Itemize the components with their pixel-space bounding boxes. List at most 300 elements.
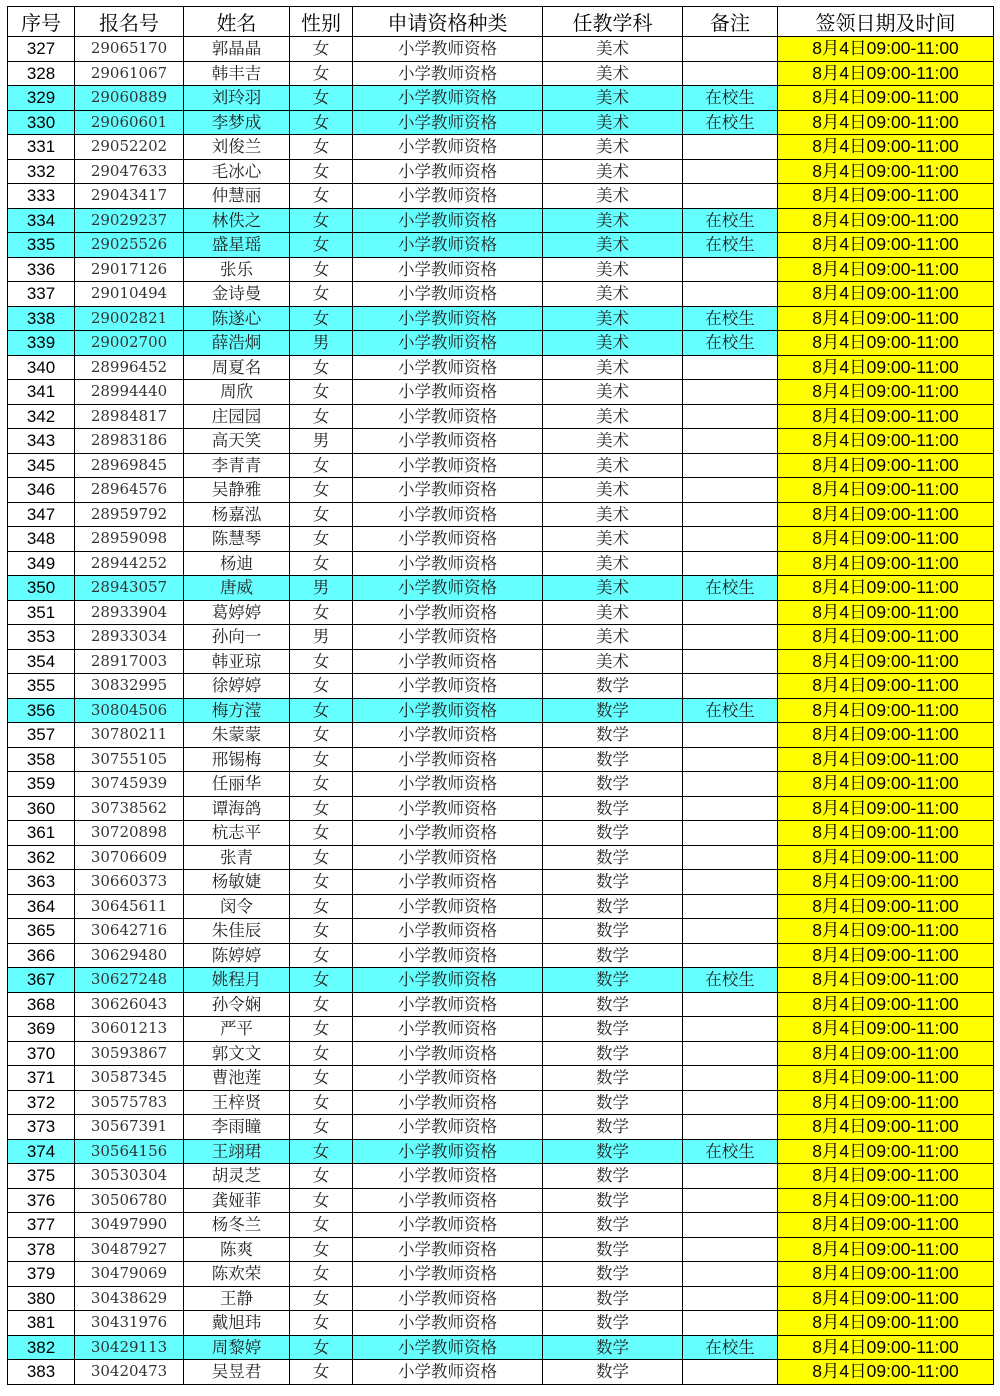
- table-row: [8, 1188, 994, 1213]
- subject-cell: 数学: [543, 821, 683, 846]
- gender-cell: 女: [290, 943, 353, 968]
- remark-cell: [683, 453, 778, 478]
- remark-cell: [683, 1164, 778, 1189]
- header-qualification: 申请资格种类: [353, 7, 543, 37]
- remark-cell: 在校生: [683, 576, 778, 601]
- reg-number-cell: 29060601: [75, 110, 184, 135]
- seq-cell: 328: [8, 61, 75, 86]
- roster-table: [7, 6, 994, 1385]
- qualification-cell: 小学教师资格: [353, 1090, 543, 1115]
- remark-cell: [683, 184, 778, 209]
- qualification-cell: 小学教师资格: [353, 380, 543, 405]
- table-row: [8, 110, 994, 135]
- subject-cell: 数学: [543, 845, 683, 870]
- reg-number-cell: 28984817: [75, 404, 184, 429]
- table-row: [8, 37, 994, 62]
- gender-cell: 男: [290, 331, 353, 356]
- subject-cell: 数学: [543, 1335, 683, 1360]
- qualification-cell: 小学教师资格: [353, 282, 543, 307]
- reg-number-cell: 29002821: [75, 306, 184, 331]
- header-row: [8, 7, 994, 37]
- qualification-cell: 小学教师资格: [353, 159, 543, 184]
- header-remark: 备注: [683, 7, 778, 37]
- subject-cell: 美术: [543, 86, 683, 111]
- seq-cell: 383: [8, 1360, 75, 1385]
- pickup-time-cell: 8月4日09:00-11:00: [778, 208, 994, 233]
- table-row: [8, 576, 994, 601]
- reg-number-cell: 30438629: [75, 1286, 184, 1311]
- pickup-time-cell: 8月4日09:00-11:00: [778, 992, 994, 1017]
- table-row: [8, 331, 994, 356]
- seq-cell: 368: [8, 992, 75, 1017]
- header-subject: 任教学科: [543, 7, 683, 37]
- reg-number-cell: 30530304: [75, 1164, 184, 1189]
- reg-number-cell: 28964576: [75, 478, 184, 503]
- qualification-cell: 小学教师资格: [353, 355, 543, 380]
- qualification-cell: 小学教师资格: [353, 1311, 543, 1336]
- reg-number-cell: 29017126: [75, 257, 184, 282]
- pickup-time-cell: 8月4日09:00-11:00: [778, 429, 994, 454]
- subject-cell: 数学: [543, 1188, 683, 1213]
- pickup-time-cell: 8月4日09:00-11:00: [778, 527, 994, 552]
- table-row: [8, 821, 994, 846]
- seq-cell: 358: [8, 747, 75, 772]
- name-cell: 陈婷婷: [184, 943, 290, 968]
- pickup-time-cell: 8月4日09:00-11:00: [778, 1139, 994, 1164]
- name-cell: 陈欢荣: [184, 1262, 290, 1287]
- reg-number-cell: 30420473: [75, 1360, 184, 1385]
- seq-cell: 367: [8, 968, 75, 993]
- gender-cell: 女: [290, 894, 353, 919]
- pickup-time-cell: 8月4日09:00-11:00: [778, 502, 994, 527]
- table-row: [8, 453, 994, 478]
- gender-cell: 男: [290, 576, 353, 601]
- table-row: [8, 380, 994, 405]
- subject-cell: 数学: [543, 747, 683, 772]
- table-row: [8, 1041, 994, 1066]
- remark-cell: [683, 674, 778, 699]
- subject-cell: 美术: [543, 625, 683, 650]
- seq-cell: 357: [8, 723, 75, 748]
- table-row: [8, 527, 994, 552]
- name-cell: 陈慧琴: [184, 527, 290, 552]
- subject-cell: 数学: [543, 894, 683, 919]
- name-cell: 孙向一: [184, 625, 290, 650]
- pickup-time-cell: 8月4日09:00-11:00: [778, 772, 994, 797]
- table-row: [8, 1017, 994, 1042]
- qualification-cell: 小学教师资格: [353, 600, 543, 625]
- reg-number-cell: 29002700: [75, 331, 184, 356]
- subject-cell: 美术: [543, 429, 683, 454]
- table-row: [8, 1115, 994, 1140]
- name-cell: 韩亚琼: [184, 649, 290, 674]
- qualification-cell: 小学教师资格: [353, 674, 543, 699]
- seq-cell: 366: [8, 943, 75, 968]
- table-row: [8, 625, 994, 650]
- seq-cell: 343: [8, 429, 75, 454]
- seq-cell: 338: [8, 306, 75, 331]
- pickup-time-cell: 8月4日09:00-11:00: [778, 257, 994, 282]
- table-row: [8, 502, 994, 527]
- gender-cell: 女: [290, 282, 353, 307]
- subject-cell: 美术: [543, 649, 683, 674]
- qualification-cell: 小学教师资格: [353, 1017, 543, 1042]
- reg-number-cell: 30575783: [75, 1090, 184, 1115]
- pickup-time-cell: 8月4日09:00-11:00: [778, 625, 994, 650]
- subject-cell: 美术: [543, 306, 683, 331]
- gender-cell: 女: [290, 649, 353, 674]
- name-cell: 陈遂心: [184, 306, 290, 331]
- remark-cell: [683, 1115, 778, 1140]
- name-cell: 谭海鸽: [184, 796, 290, 821]
- subject-cell: 美术: [543, 208, 683, 233]
- subject-cell: 美术: [543, 453, 683, 478]
- pickup-time-cell: 8月4日09:00-11:00: [778, 184, 994, 209]
- subject-cell: 数学: [543, 796, 683, 821]
- header-gender: 性别: [290, 7, 353, 37]
- name-cell: 姚程月: [184, 968, 290, 993]
- remark-cell: [683, 1360, 778, 1385]
- pickup-time-cell: 8月4日09:00-11:00: [778, 61, 994, 86]
- remark-cell: [683, 429, 778, 454]
- reg-number-cell: 30755105: [75, 747, 184, 772]
- reg-number-cell: 30601213: [75, 1017, 184, 1042]
- seq-cell: 335: [8, 233, 75, 258]
- header-name: 姓名: [184, 7, 290, 37]
- gender-cell: 男: [290, 429, 353, 454]
- name-cell: 王翊珺: [184, 1139, 290, 1164]
- gender-cell: 女: [290, 208, 353, 233]
- seq-cell: 373: [8, 1115, 75, 1140]
- pickup-time-cell: 8月4日09:00-11:00: [778, 1041, 994, 1066]
- name-cell: 梅方滢: [184, 698, 290, 723]
- table-row: [8, 894, 994, 919]
- pickup-time-cell: 8月4日09:00-11:00: [778, 821, 994, 846]
- remark-cell: [683, 649, 778, 674]
- subject-cell: 数学: [543, 1139, 683, 1164]
- seq-cell: 371: [8, 1066, 75, 1091]
- name-cell: 曹池莲: [184, 1066, 290, 1091]
- table-body: [8, 37, 994, 1385]
- gender-cell: 女: [290, 61, 353, 86]
- gender-cell: 女: [290, 257, 353, 282]
- gender-cell: 女: [290, 184, 353, 209]
- qualification-cell: 小学教师资格: [353, 527, 543, 552]
- pickup-time-cell: 8月4日09:00-11:00: [778, 1115, 994, 1140]
- seq-cell: 377: [8, 1213, 75, 1238]
- remark-cell: [683, 1237, 778, 1262]
- qualification-cell: 小学教师资格: [353, 845, 543, 870]
- seq-cell: 334: [8, 208, 75, 233]
- name-cell: 周黎婷: [184, 1335, 290, 1360]
- name-cell: 陈爽: [184, 1237, 290, 1262]
- gender-cell: 女: [290, 1213, 353, 1238]
- seq-cell: 329: [8, 86, 75, 111]
- remark-cell: [683, 1066, 778, 1091]
- subject-cell: 数学: [543, 1066, 683, 1091]
- table-row: [8, 1360, 994, 1385]
- table-row: [8, 1139, 994, 1164]
- qualification-cell: 小学教师资格: [353, 1213, 543, 1238]
- gender-cell: 女: [290, 1041, 353, 1066]
- qualification-cell: 小学教师资格: [353, 1139, 543, 1164]
- gender-cell: 女: [290, 1335, 353, 1360]
- qualification-cell: 小学教师资格: [353, 86, 543, 111]
- name-cell: 吴昱君: [184, 1360, 290, 1385]
- name-cell: 郭晶晶: [184, 37, 290, 62]
- pickup-time-cell: 8月4日09:00-11:00: [778, 37, 994, 62]
- reg-number-cell: 30587345: [75, 1066, 184, 1091]
- qualification-cell: 小学教师资格: [353, 747, 543, 772]
- reg-number-cell: 29025526: [75, 233, 184, 258]
- name-cell: 张乐: [184, 257, 290, 282]
- qualification-cell: 小学教师资格: [353, 478, 543, 503]
- qualification-cell: 小学教师资格: [353, 135, 543, 160]
- reg-number-cell: 28994440: [75, 380, 184, 405]
- gender-cell: 女: [290, 306, 353, 331]
- reg-number-cell: 30429113: [75, 1335, 184, 1360]
- qualification-cell: 小学教师资格: [353, 894, 543, 919]
- qualification-cell: 小学教师资格: [353, 649, 543, 674]
- table-row: [8, 429, 994, 454]
- gender-cell: 女: [290, 1360, 353, 1385]
- pickup-time-cell: 8月4日09:00-11:00: [778, 233, 994, 258]
- table-row: [8, 968, 994, 993]
- remark-cell: [683, 943, 778, 968]
- name-cell: 戴旭玮: [184, 1311, 290, 1336]
- table-row: [8, 674, 994, 699]
- qualification-cell: 小学教师资格: [353, 821, 543, 846]
- table-row: [8, 1286, 994, 1311]
- gender-cell: 女: [290, 1311, 353, 1336]
- qualification-cell: 小学教师资格: [353, 257, 543, 282]
- seq-cell: 337: [8, 282, 75, 307]
- remark-cell: [683, 1311, 778, 1336]
- gender-cell: 女: [290, 478, 353, 503]
- reg-number-cell: 30645611: [75, 894, 184, 919]
- subject-cell: 数学: [543, 1213, 683, 1238]
- subject-cell: 美术: [543, 478, 683, 503]
- table-row: [8, 159, 994, 184]
- pickup-time-cell: 8月4日09:00-11:00: [778, 453, 994, 478]
- table-row: [8, 919, 994, 944]
- header-seq: 序号: [8, 7, 75, 37]
- name-cell: 邢锡梅: [184, 747, 290, 772]
- table-row: [8, 870, 994, 895]
- pickup-time-cell: 8月4日09:00-11:00: [778, 600, 994, 625]
- remark-cell: [683, 894, 778, 919]
- subject-cell: 数学: [543, 1237, 683, 1262]
- seq-cell: 362: [8, 845, 75, 870]
- subject-cell: 美术: [543, 331, 683, 356]
- reg-number-cell: 30487927: [75, 1237, 184, 1262]
- seq-cell: 355: [8, 674, 75, 699]
- remark-cell: [683, 845, 778, 870]
- gender-cell: 女: [290, 551, 353, 576]
- name-cell: 朱蒙蒙: [184, 723, 290, 748]
- reg-number-cell: 28959098: [75, 527, 184, 552]
- seq-cell: 347: [8, 502, 75, 527]
- qualification-cell: 小学教师资格: [353, 429, 543, 454]
- reg-number-cell: 30627248: [75, 968, 184, 993]
- table-row: [8, 551, 994, 576]
- subject-cell: 数学: [543, 1164, 683, 1189]
- table-row: [8, 1335, 994, 1360]
- reg-number-cell: 30660373: [75, 870, 184, 895]
- qualification-cell: 小学教师资格: [353, 992, 543, 1017]
- subject-cell: 美术: [543, 576, 683, 601]
- pickup-time-cell: 8月4日09:00-11:00: [778, 1164, 994, 1189]
- reg-number-cell: 28983186: [75, 429, 184, 454]
- table-row: [8, 943, 994, 968]
- remark-cell: [683, 282, 778, 307]
- qualification-cell: 小学教师资格: [353, 1066, 543, 1091]
- name-cell: 杭志平: [184, 821, 290, 846]
- reg-number-cell: 30642716: [75, 919, 184, 944]
- table-row: [8, 61, 994, 86]
- remark-cell: [683, 1041, 778, 1066]
- remark-cell: [683, 61, 778, 86]
- subject-cell: 数学: [543, 943, 683, 968]
- name-cell: 郭文文: [184, 1041, 290, 1066]
- name-cell: 杨敏婕: [184, 870, 290, 895]
- gender-cell: 女: [290, 355, 353, 380]
- qualification-cell: 小学教师资格: [353, 919, 543, 944]
- reg-number-cell: 30479069: [75, 1262, 184, 1287]
- qualification-cell: 小学教师资格: [353, 306, 543, 331]
- name-cell: 盛星瑶: [184, 233, 290, 258]
- pickup-time-cell: 8月4日09:00-11:00: [778, 159, 994, 184]
- qualification-cell: 小学教师资格: [353, 110, 543, 135]
- pickup-time-cell: 8月4日09:00-11:00: [778, 1311, 994, 1336]
- seq-cell: 382: [8, 1335, 75, 1360]
- seq-cell: 350: [8, 576, 75, 601]
- gender-cell: 女: [290, 37, 353, 62]
- gender-cell: 女: [290, 1139, 353, 1164]
- subject-cell: 数学: [543, 992, 683, 1017]
- name-cell: 王静: [184, 1286, 290, 1311]
- subject-cell: 美术: [543, 502, 683, 527]
- pickup-time-cell: 8月4日09:00-11:00: [778, 282, 994, 307]
- subject-cell: 美术: [543, 404, 683, 429]
- gender-cell: 女: [290, 968, 353, 993]
- subject-cell: 美术: [543, 233, 683, 258]
- qualification-cell: 小学教师资格: [353, 796, 543, 821]
- name-cell: 毛冰心: [184, 159, 290, 184]
- qualification-cell: 小学教师资格: [353, 1360, 543, 1385]
- remark-cell: [683, 796, 778, 821]
- reg-number-cell: 29043417: [75, 184, 184, 209]
- seq-cell: 331: [8, 135, 75, 160]
- seq-cell: 375: [8, 1164, 75, 1189]
- pickup-time-cell: 8月4日09:00-11:00: [778, 845, 994, 870]
- reg-number-cell: 29065170: [75, 37, 184, 62]
- pickup-time-cell: 8月4日09:00-11:00: [778, 380, 994, 405]
- gender-cell: 男: [290, 625, 353, 650]
- qualification-cell: 小学教师资格: [353, 698, 543, 723]
- name-cell: 林佚之: [184, 208, 290, 233]
- subject-cell: 美术: [543, 282, 683, 307]
- pickup-time-cell: 8月4日09:00-11:00: [778, 1090, 994, 1115]
- remark-cell: [683, 135, 778, 160]
- table-row: [8, 1090, 994, 1115]
- qualification-cell: 小学教师资格: [353, 1286, 543, 1311]
- remark-cell: [683, 37, 778, 62]
- pickup-time-cell: 8月4日09:00-11:00: [778, 355, 994, 380]
- table-row: [8, 135, 994, 160]
- remark-cell: 在校生: [683, 233, 778, 258]
- gender-cell: 女: [290, 527, 353, 552]
- gender-cell: 女: [290, 821, 353, 846]
- seq-cell: 370: [8, 1041, 75, 1066]
- qualification-cell: 小学教师资格: [353, 1237, 543, 1262]
- header-reg-number: 报名号: [75, 7, 184, 37]
- qualification-cell: 小学教师资格: [353, 870, 543, 895]
- reg-number-cell: 30431976: [75, 1311, 184, 1336]
- gender-cell: 女: [290, 110, 353, 135]
- reg-number-cell: 30780211: [75, 723, 184, 748]
- pickup-time-cell: 8月4日09:00-11:00: [778, 943, 994, 968]
- remark-cell: [683, 478, 778, 503]
- reg-number-cell: 29052202: [75, 135, 184, 160]
- seq-cell: 342: [8, 404, 75, 429]
- gender-cell: 女: [290, 600, 353, 625]
- subject-cell: 数学: [543, 1090, 683, 1115]
- name-cell: 薛浩炯: [184, 331, 290, 356]
- pickup-time-cell: 8月4日09:00-11:00: [778, 135, 994, 160]
- gender-cell: 女: [290, 1017, 353, 1042]
- subject-cell: 数学: [543, 1262, 683, 1287]
- subject-cell: 数学: [543, 1360, 683, 1385]
- remark-cell: 在校生: [683, 698, 778, 723]
- gender-cell: 女: [290, 502, 353, 527]
- seq-cell: 336: [8, 257, 75, 282]
- pickup-time-cell: 8月4日09:00-11:00: [778, 1188, 994, 1213]
- pickup-time-cell: 8月4日09:00-11:00: [778, 649, 994, 674]
- remark-cell: [683, 551, 778, 576]
- reg-number-cell: 30706609: [75, 845, 184, 870]
- reg-number-cell: 30629480: [75, 943, 184, 968]
- qualification-cell: 小学教师资格: [353, 1188, 543, 1213]
- seq-cell: 379: [8, 1262, 75, 1287]
- seq-cell: 339: [8, 331, 75, 356]
- remark-cell: [683, 1262, 778, 1287]
- table-row: [8, 478, 994, 503]
- seq-cell: 354: [8, 649, 75, 674]
- qualification-cell: 小学教师资格: [353, 453, 543, 478]
- table-row: [8, 1066, 994, 1091]
- reg-number-cell: 29061067: [75, 61, 184, 86]
- pickup-time-cell: 8月4日09:00-11:00: [778, 1237, 994, 1262]
- table-row: [8, 1164, 994, 1189]
- name-cell: 张青: [184, 845, 290, 870]
- pickup-time-cell: 8月4日09:00-11:00: [778, 968, 994, 993]
- table-row: [8, 257, 994, 282]
- pickup-time-cell: 8月4日09:00-11:00: [778, 747, 994, 772]
- reg-number-cell: 28944252: [75, 551, 184, 576]
- seq-cell: 369: [8, 1017, 75, 1042]
- reg-number-cell: 28969845: [75, 453, 184, 478]
- pickup-time-cell: 8月4日09:00-11:00: [778, 1017, 994, 1042]
- table-row: [8, 845, 994, 870]
- subject-cell: 美术: [543, 380, 683, 405]
- remark-cell: 在校生: [683, 110, 778, 135]
- remark-cell: [683, 919, 778, 944]
- seq-cell: 353: [8, 625, 75, 650]
- reg-number-cell: 30567391: [75, 1115, 184, 1140]
- seq-cell: 356: [8, 698, 75, 723]
- table-row: [8, 233, 994, 258]
